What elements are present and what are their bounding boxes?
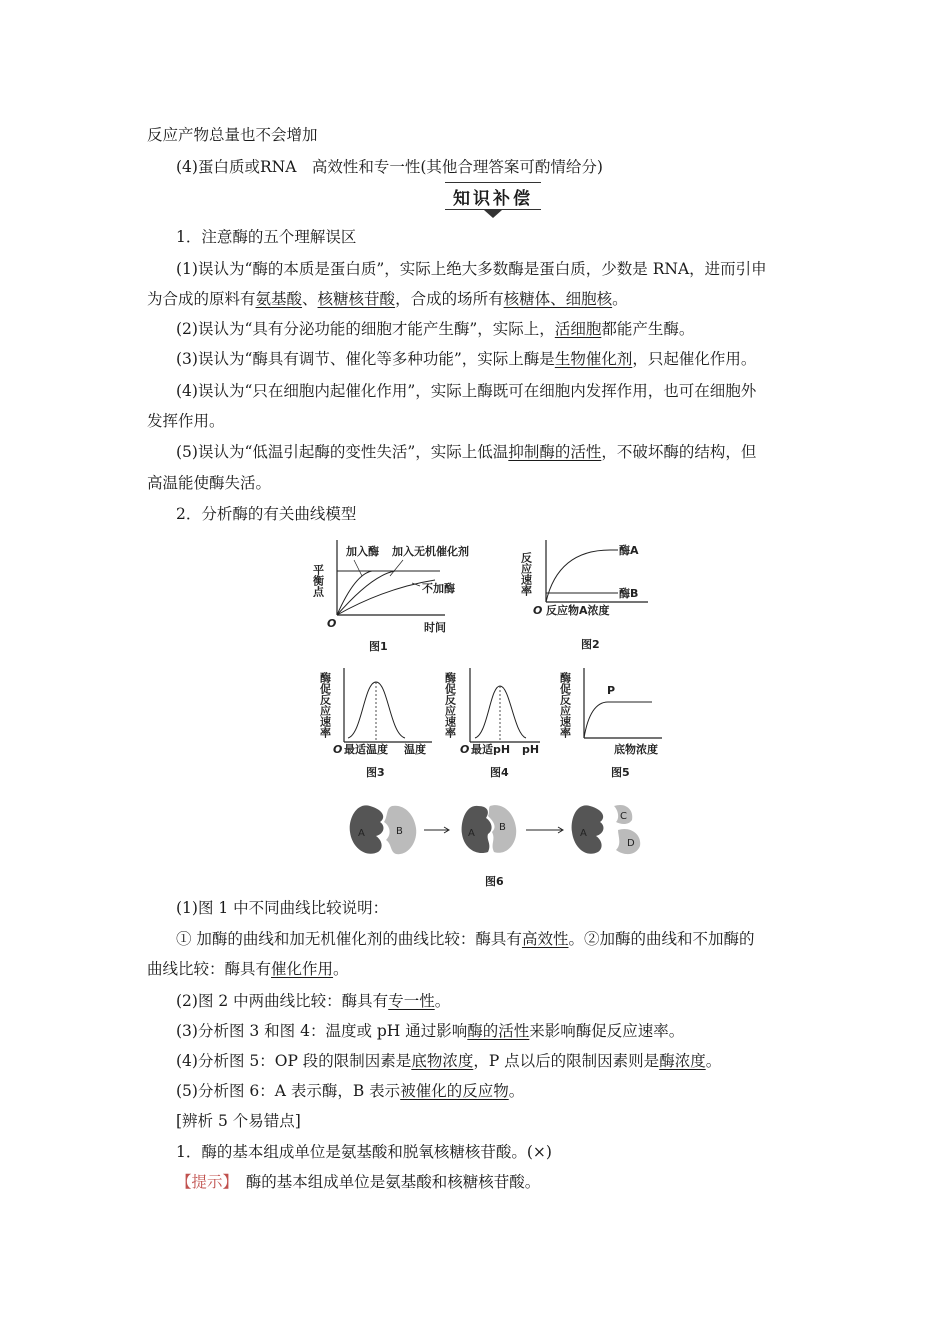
fig1-caption: 图1 [369,640,388,653]
fig4-ylabel: 酶促反应速率 [443,672,457,738]
section-title-banner [445,182,541,218]
fig4-xlabel: pH [522,743,540,756]
text-span: 酶的基本组成单位是氨基酸和核糖核苷酸。 [230,1173,541,1191]
answer-underline: 活细胞 [554,320,602,338]
text-line: 1．酶的基本组成单位是氨基酸和脱氧核糖核苷酸。(×) [176,1143,552,1161]
fig1-label-enzyme: 加入酶 [346,545,379,558]
answer-underline: 被催化的反应物 [400,1082,509,1100]
text-span: (3)分析图 3 和图 4：温度或 pH 通过影响 [176,1022,468,1040]
fig6-a3: A [580,828,587,839]
answer-underline: 酶的活性 [467,1022,530,1040]
text-line: [辨析 5 个易错点] [176,1112,301,1130]
text-line: 1．注意酶的五个理解误区 [176,228,357,246]
fig4-caption: 图4 [490,766,509,779]
text-line [176,928,836,950]
enzyme-curves-figure [300,530,670,895]
fig4-origin: O [460,743,470,756]
fig6-b1: B [396,826,403,837]
answer-underline: 生物催化剂 [554,350,633,368]
fig3-xmid: 最适温度 [344,743,388,756]
fig6-caption: 图6 [485,875,504,888]
fig6-stage3 [572,805,641,854]
text-line [147,958,807,980]
text-span: (3)误认为“酶具有调节、催化等多种功能”，实际上酶是 [176,350,555,368]
answer-underline: 抑制酶的活性 [508,443,602,461]
fig4-xmid: 最适pH [471,743,511,756]
fig2-label-a: 酶A [619,544,639,557]
fig6-b2: B [499,822,506,833]
fig6-c: C [620,811,627,822]
fig6-a2: A [468,828,475,839]
answer-underline: 酶浓度 [659,1052,706,1070]
text-span: (5)分析图 6：A 表示酶，B 表示 [176,1082,401,1100]
text-span: 。 [333,960,349,978]
text-line [176,441,836,463]
text-span: (4)分析图 5：OP 段的限制因素是 [176,1052,412,1070]
text-span: 。 [705,1052,722,1070]
text-span: (2)图 2 中两曲线比较：酶具有 [176,992,389,1010]
text-span: (5)误认为“低温引起酶的变性失活”，实际上低温 [176,443,509,461]
text-span: 。②加酶的曲线和不加酶的 [568,930,755,948]
text-line: 高温能使酶失活。 [147,474,272,492]
figure-3 [319,668,433,779]
text-span: 。 [612,290,628,308]
text-span: ，不破坏酶的结构，但 [601,443,757,461]
text-span: ，P 点以后的限制因素则是 [473,1052,660,1070]
text-span: (2)误认为“具有分泌功能的细胞才能产生酶”，实际上， [176,320,555,338]
section-title: 知识补偿 [453,189,533,209]
text-line [176,1050,836,1072]
fig6-a1: A [358,828,365,839]
text-line: (1)图 1 中不同曲线比较说明： [176,899,389,917]
fig2-origin: O [533,604,543,617]
answer-underline: 核糖核苷酸 [317,290,396,308]
text-span: 曲线比较：酶具有 [147,960,272,978]
text-line [176,990,836,1012]
fig2-caption: 图2 [581,638,600,651]
figure-1 [312,540,470,653]
text-span: 。 [434,992,451,1010]
text-span: ，合成的场所有 [395,290,504,308]
text-span: 、 [302,290,318,308]
fig5-point: P [607,684,616,697]
answer-underline: 催化作用 [271,960,334,978]
text-span: ① 加酶的曲线和加无机催化剂的曲线比较：酶具有 [176,930,522,948]
fig1-ylabel: 平衡点 [311,564,325,597]
text-line: 发挥作用。 [147,412,225,430]
answer-underline: 专一性 [388,992,435,1010]
text-line: 2．分析酶的有关曲线模型 [176,505,357,523]
text-span: 来影响酶促反应速率。 [529,1022,685,1040]
text-span: ，只起催化作用。 [632,350,757,368]
text-line: (4)蛋白质或RNA 高效性和专一性(其他合理答案可酌情给分) [176,158,603,176]
text-line [176,1080,836,1102]
fig2-ylabel: 反应速率 [519,552,533,596]
fig3-caption: 图3 [366,766,385,779]
fig5-caption: 图5 [611,766,630,779]
text-span: 为合成的原料有 [147,290,256,308]
fig5-xlabel: 底物浓度 [614,743,658,756]
triangle-down-icon [484,210,502,218]
text-line [176,1171,836,1193]
answer-underline: 核糖体、细胞核 [503,290,613,308]
fig2-xlabel: 反应物A浓度 [546,604,610,617]
text-line: (1)误认为“酶的本质是蛋白质”，实际上绝大多数酶是蛋白质，少数是 RNA，进而引申 [176,260,767,278]
fig6-d: D [627,838,635,849]
answer-underline: 氨基酸 [255,290,303,308]
figure-4 [444,668,541,779]
text-line: 反应产物总量也不会增加 [147,126,318,144]
text-span: 。 [508,1082,525,1100]
figure-6 [350,805,641,888]
fig6-stage2 [462,805,517,853]
text-line [176,348,836,370]
figure-2 [520,540,649,651]
answer-underline: 高效性 [521,930,569,948]
text-line: (4)误认为“只在细胞内起催化作用”，实际上酶既可在细胞内发挥作用，也可在细胞外 [176,382,757,400]
text-span: 都能产生酶。 [601,320,695,338]
answer-underline: 底物浓度 [411,1052,474,1070]
fig3-origin: O [333,743,343,756]
fig1-origin: O [327,617,337,630]
fig1-label-catalyst: 加入无机催化剂 [392,545,469,558]
fig1-xlabel: 时间 [424,621,446,634]
fig5-ylabel: 酶促反应速率 [558,672,572,738]
text-line [176,318,836,340]
hint-label: 【提示】 [176,1173,231,1191]
fig2-label-b: 酶B [619,587,639,600]
text-line [176,1020,836,1042]
figure-5 [559,668,663,779]
fig3-ylabel: 酶促反应速率 [318,672,332,738]
text-line [147,288,807,310]
fig1-label-none: 不加酶 [422,582,455,595]
fig6-stage1 [350,805,417,854]
fig3-xlabel: 温度 [404,743,426,756]
